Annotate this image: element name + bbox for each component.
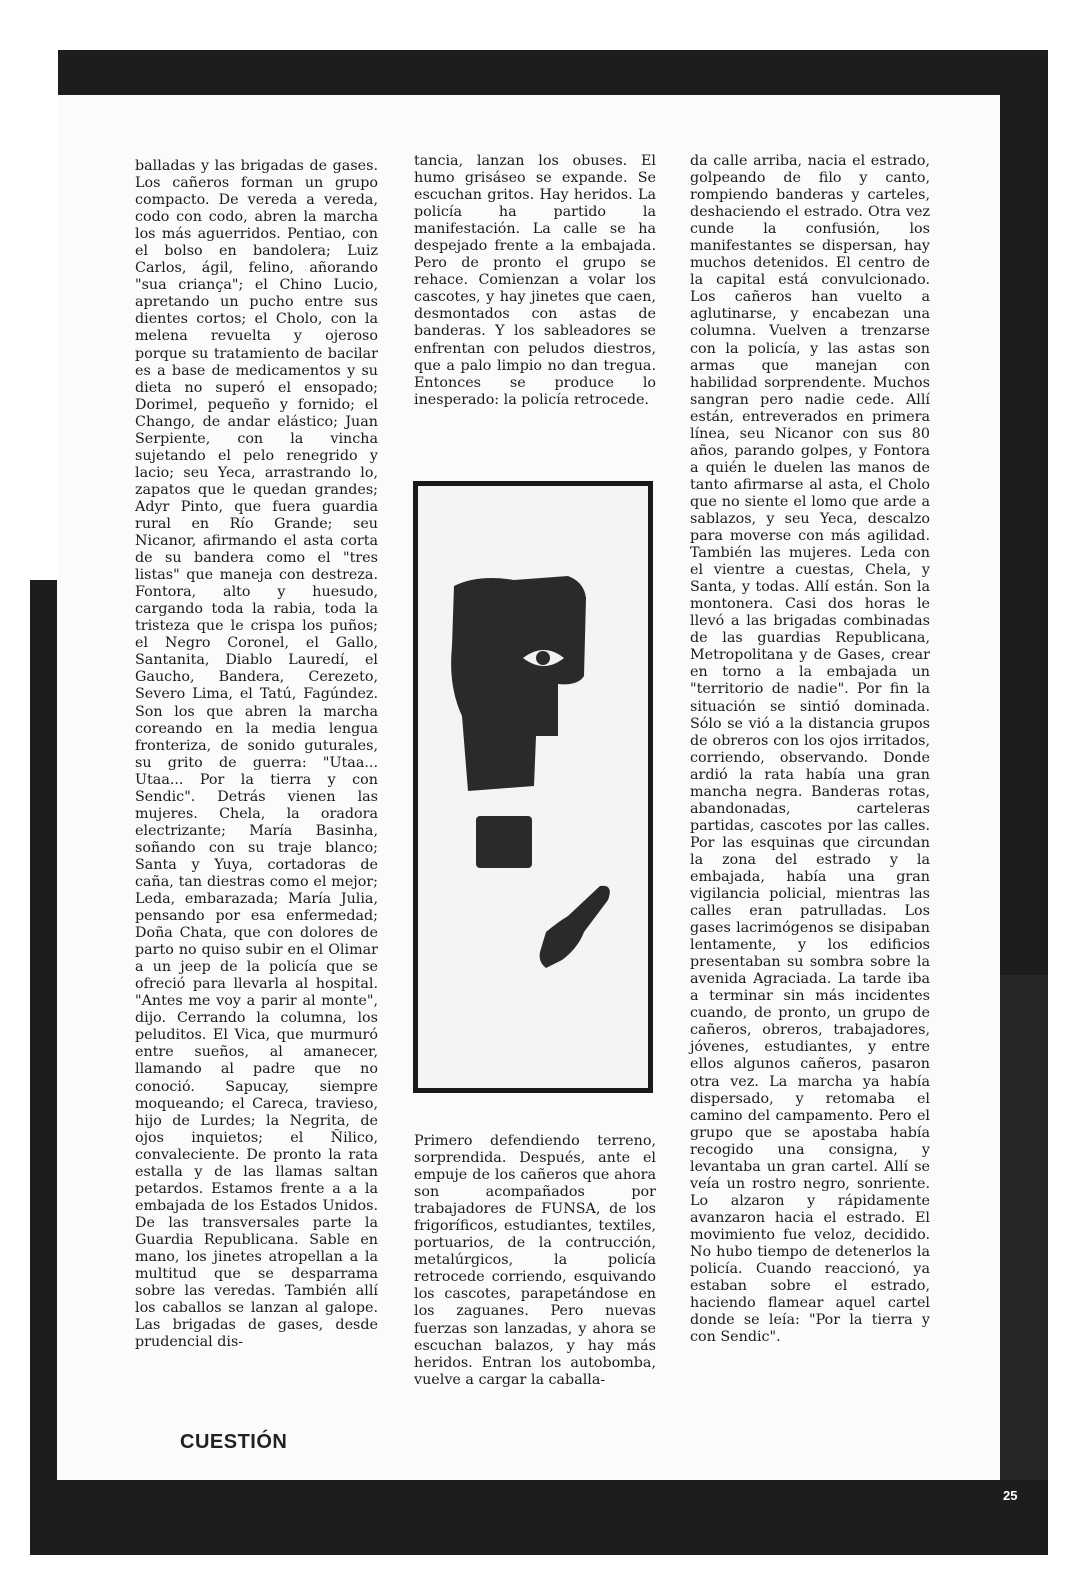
abstract-face-illustration (418, 486, 648, 1088)
scan-border-left (30, 580, 57, 1480)
magazine-name: CUESTIÓN (180, 1431, 288, 1453)
mouth-block (476, 816, 532, 868)
article-column-2-top: tancia, lanzan los obuses. El humo grisáseo se expande. Se escuchan gritos. Hay heridos. La policía ha partido la manifestación. La calle se ha despejado frente a la embajada. Pero de pronto el grupo se rehace. Comienzan a volar los cascotes, y hay jinetes que caen, desmontados con astas de banderas. Y los sableadores se enfrentan con peludos diestros, que a palo limpio no dan tregua. Entonces se produce lo inesperado: la policía retrocede. (414, 153, 656, 408)
eye-pupil (536, 651, 550, 665)
article-column-1: balladas y las brigadas de gases. Los cañeros forman un grupo compacto. De vereda a vereda, codo con codo, abren la marcha los más aguerridos. Pentiao, con el bolso en bandolera; Luiz Carlos, ágil, felino, añorando "sua criança"; el Chino Lucio, apretando un pucho entre sus dientes cortos; el Cholo, con la melena revuelta y ojeroso porque su tratamiento de bacilar es a base de medicamentos y su dieta no superó el ensopado; Dorimel, pequeño y fornido; el Chango, de andar elástico; Juan Serpiente, con la vincha sujetando el pelo renegrido y lacio; seu Yeca, arrastrando lo, zapatos que le quedan grandes; Adyr Pinto, que fuera guardia rural en Río Grande; seu Nicanor, afirmando el asta corta de su bandera como el "tres listas" que maneja con destreza. Fontora, alto y huesudo, cargando toda la rabia, toda la tristeza que le crispa los puños; el Negro Coronel, el Gallo, Santanita, Diablo Lauredí, el Gaucho, Bandera, Cerezeto, Severo Lima, el Tatú, Fagúndez. Son los que abren la marcha coreando en la media lengua fronteriza, de sonido guturales, su grito de guerra: "Utaa... Utaa... Por la tierra y con Sendic". Detrás vienen las mujeres. Chela, la oradora electrizante; María Basinha, soñando con su traje blanco; Santa y Yuya, cortadoras de caña, tan diestras como el mejor; Leda, embarazada; María Julia, pensando por esa enfermedad; Doña Chata, que con dolores de parto no quiso subir en el Olimar a un jeep de la policía que se ofreció para llevarla al hospital. "Antes me voy a parir al monte", dijo. Cerrando la columna, los peluditos. El Vica, que murmuró entre sueños, al amanecer, llamando al padre que no conoció. Sapucay, siempre moqueando; el Careca, travieso, hijo de Lurdes; la Negrita, de ojos inquietos; el Ñilico, convaleciente. De pronto la rata estalla y de las llamas saltan petardos. Estamos frente a a la embajada de los Estados Unidos. De las transversales parte la Guardia Republicana. Sable en mano, los jinetes atropellan a la multitud que se desparrama sobre las veredas. También allí los caballos se lanzan al galope. Las brigadas de gases, desde prudencial dis- (135, 158, 378, 1351)
scan-border-bottom (30, 1480, 1048, 1555)
scan-border-right-lower (1000, 975, 1048, 1555)
head-shape (451, 576, 586, 791)
hand-shape (540, 886, 610, 968)
article-column-2-bottom: Primero defendiendo terreno, sorprendida. Después, ante el empuje de los cañeros que ahora son acompañados por trabajadores de FUNSA, de los frigoríficos, estudiantes, textiles, portuarios, de la contrucción, metalúrgicos, la policía retrocede corriendo, esquivando los cascotes, parapetándose en los zaguanes. Pero nuevas fuerzas son lanzadas, y ahora se escuchan balazos, y hay más heridos. Entran los autobomba, vuelve a cargar la caballa- (414, 1133, 656, 1388)
scan-border-right (1000, 95, 1048, 975)
scan-border-top (58, 50, 1048, 95)
page-number: 25 (1003, 1488, 1018, 1503)
illustration-frame (413, 481, 653, 1093)
article-column-3: da calle arriba, nacia el estrado, golpeando de filo y canto, rompiendo banderas y carteles, deshaciendo el estrado. Otra vez cunde la confusión, los manifestantes se dispersan, hay muchos detenidos. El centro de la capital está convulcionado. Los cañeros han vuelto a aglutinarse, y encabezan una columna. Vuelven a trenzarse con la policía, y las astas son armas que manejan con habilidad sorprendente. Muchos sangran pero nadie cede. Allí están, entreverados en primera línea, seu Nicanor con sus 80 años, parando golpes, y Fontora a quién le duelen las manos de tanto afirmarse al asta, el Cholo que no siente el lomo que arde a sablazos, y seu Yeca, descalzo para moverse con más agilidad. También las mujeres. Leda con el vientre a cuestas, Chela, y Santa, y todas. Allí están. Son la montonera. Casi dos horas le llevó a las brigadas combinadas de las guardias Republicana, Metropolitana y de Gases, crear en torno a la embajada un "territorio de nadie". Por fin la situación se sintió dominada. Sólo se vió a la distancia grupos de obreros con los ojos irritados, corriendo, observando. Donde ardió la rata había una gran mancha negra. Banderas rotas, abandonadas, carteleras partidas, cascotes por las calles. Por las esquinas que circundan la zona del estrado y la embajada, había una gran vigilancia policial, mientras las calles eran patrulladas. Los gases lacrimógenos se disipaban lentamente, y los edificios presentaban su sombra sobre la avenida Agraciada. La tarde iba a terminar sin más incidentes cuando, de pronto, un grupo de cañeros, obreros, trabajadores, jóvenes, estudiantes, y entre ellos algunos cañeros, pasaron otra vez. La marcha ya había dispersado, y retomaba el camino del campamento. Pero el grupo que se apostaba había recogido una consigna, y levantaba un gran cartel. Allí se veía un rostro negro, sonriente. Lo alzaron y rápidamente avanzaron hacia el estrado. El movimiento fue veloz, decidido. No hubo tiempo de detenerlos la policía. Cuando reaccionó, ya estaban sobre el estrado, haciendo flamear aquel cartel donde se leía: "Por la tierra y con Sendic". (690, 153, 930, 1346)
